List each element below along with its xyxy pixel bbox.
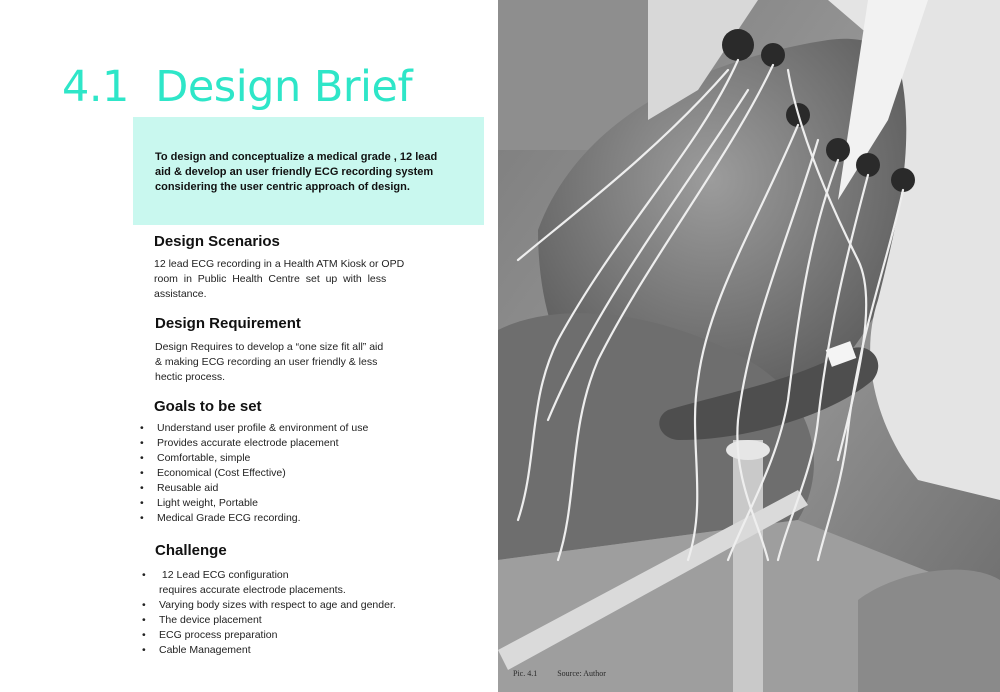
list-item: • Light weight, Portable xyxy=(140,496,368,511)
goals-heading: Goals to be set xyxy=(154,398,262,415)
design-brief-box xyxy=(133,117,484,225)
photo-caption xyxy=(513,669,624,678)
section-title: Design Brief xyxy=(155,62,413,112)
list-item: • Cable Management xyxy=(142,643,396,658)
ecg-electrodes-photo xyxy=(498,0,1000,692)
requirement-line: Design Requires to develop a “one size fit all” aid xyxy=(155,341,384,353)
page-title xyxy=(62,62,412,112)
challenge-item-line: requires accurate electrode placements. xyxy=(159,584,346,596)
requirement-heading: Design Requirement xyxy=(155,315,301,332)
brief-line: considering the user centric approach of design. xyxy=(155,181,410,193)
list-item: • The device placement xyxy=(142,613,396,628)
scenarios-line: assistance. xyxy=(154,288,207,300)
scenarios-heading: Design Scenarios xyxy=(154,233,280,250)
section-number: 4.1 xyxy=(62,62,129,112)
scenarios-line: 12 lead ECG recording in a Health ATM Kiosk or OPD xyxy=(154,258,405,270)
requirement-line: hectic process. xyxy=(155,371,226,383)
brief-line: To design and conceptualize a medical grade , 12 lead xyxy=(155,151,438,163)
scenarios-line: room in Public Health Centre set up with less xyxy=(154,273,387,285)
photo-illustration xyxy=(498,0,1000,692)
challenge-heading: Challenge xyxy=(155,542,227,559)
goals-list xyxy=(140,421,368,526)
challenge-item-line: • 12 Lead ECG configuration xyxy=(159,569,289,581)
scenarios-text xyxy=(154,257,422,302)
list-item: • Comfortable, simple xyxy=(140,451,368,466)
list-item: • Understand user profile & environment of use xyxy=(140,421,368,436)
list-item: • Provides accurate electrode placement xyxy=(140,436,368,451)
challenge-list xyxy=(142,568,396,658)
list-item: • Economical (Cost Effective) xyxy=(140,466,368,481)
list-item: • Reusable aid xyxy=(140,481,368,496)
caption-label: Pic. 4.1 xyxy=(513,669,538,678)
list-item: • ECG process preparation xyxy=(142,628,396,643)
list-item xyxy=(142,568,396,598)
list-item: • Varying body sizes with respect to age and gender. xyxy=(142,598,396,613)
caption-source: Source: Author xyxy=(557,669,606,678)
requirement-line: & making ECG recording an user friendly & less xyxy=(155,356,378,368)
design-brief-text xyxy=(155,150,455,195)
text-column xyxy=(0,0,498,692)
list-item: • Medical Grade ECG recording. xyxy=(140,511,368,526)
brief-line: aid & develop an user friendly ECG recording system xyxy=(155,166,434,178)
requirement-text xyxy=(155,340,425,385)
